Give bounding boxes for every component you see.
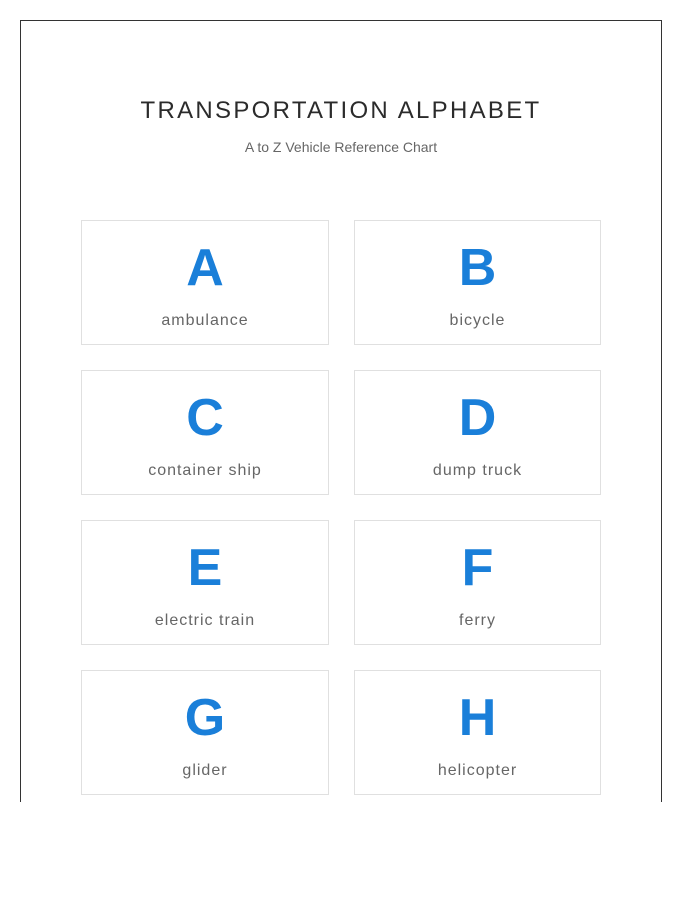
page-title: TRANSPORTATION ALPHABET (140, 97, 542, 124)
letter-glyph: H (458, 689, 497, 747)
letter-card-c (81, 370, 329, 495)
letter-card-f (354, 520, 601, 645)
letter-glyph: A (186, 239, 224, 297)
letter-glyph: G (184, 689, 226, 747)
letter-card-a (81, 220, 329, 345)
letter-card-d (354, 370, 601, 495)
vehicle-name: helicopter (437, 762, 518, 779)
letter-card-g (81, 670, 329, 795)
vehicle-name: dump truck (432, 462, 523, 479)
vehicle-name: ferry (459, 612, 496, 629)
alphabet-sheet (20, 20, 662, 802)
letter-card-h (354, 670, 601, 795)
letter-glyph: F (461, 539, 494, 597)
vehicle-name: glider (182, 762, 228, 779)
vehicle-name: electric train (154, 612, 256, 629)
letter-glyph: B (458, 239, 497, 297)
letter-card-b (354, 220, 601, 345)
vehicle-name: bicycle (449, 312, 506, 329)
letter-glyph: E (187, 539, 223, 597)
letter-grid (81, 220, 601, 795)
letter-glyph: C (186, 389, 224, 447)
letter-glyph: D (458, 389, 497, 447)
page-subtitle: A to Z Vehicle Reference Chart (244, 139, 438, 155)
vehicle-name: container ship (148, 462, 262, 479)
letter-card-e (81, 520, 329, 645)
vehicle-name: ambulance (161, 312, 249, 329)
